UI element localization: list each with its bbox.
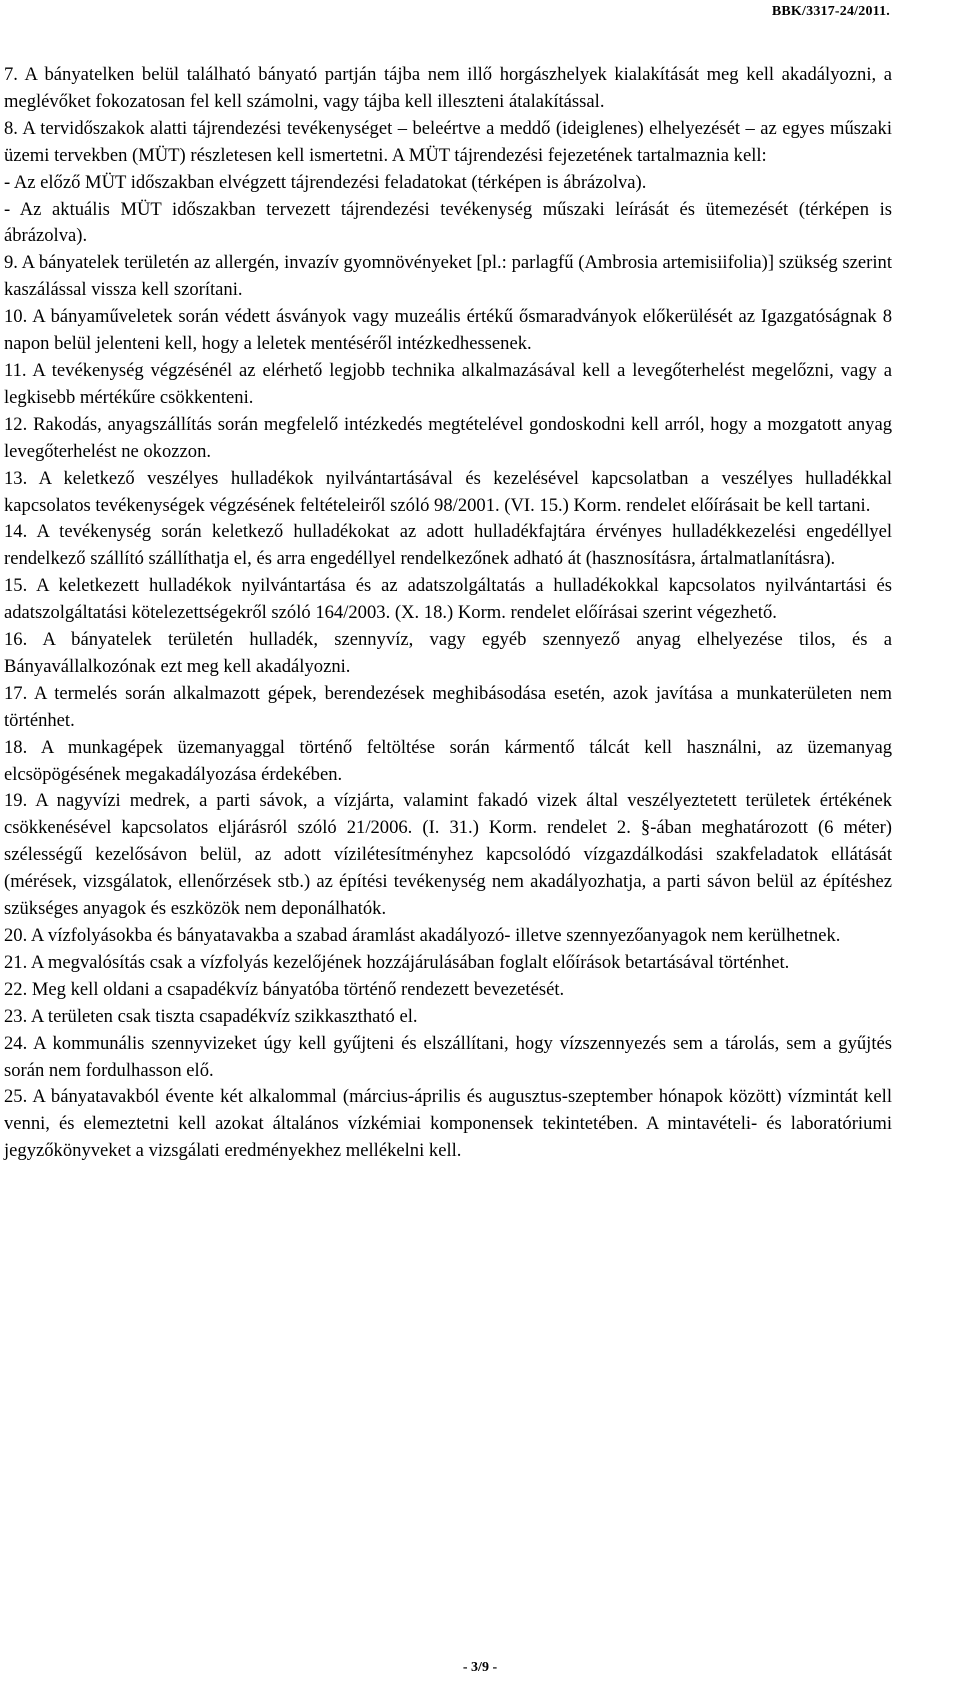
paragraph-22: 22. Meg kell oldani a csapadékvíz bányatóba történő rendezett bevezetését. (4, 978, 565, 1000)
paragraph-8-item-previous: - Az előző MÜT időszakban elvégzett tájrendezési feladatokat (térképen is ábrázolva). (4, 171, 647, 193)
paragraph-9: 9. A bányatelek területén az allergén, invazív gyomnövényeket [pl.: parlagfű (Ambrosia artemisiifolia)] szükség szerint kaszálással vissza kell szorítani. (4, 252, 892, 301)
paragraph-8-item-current: - Az aktuális MÜT időszakban tervezett tájrendezési tevékenység műszaki leírását és ütemezését (térképen is ábrázolva). (4, 198, 892, 247)
document-body (4, 62, 892, 1165)
page-number-footer: - 3/9 - (462, 1660, 498, 1675)
paragraph-8: 8. A tervidőszakok alatti tájrendezési tevékenységet – beleértve a meddő (ideiglenes) elhelyezését – az egyes műszaki üzemi tervekben (MÜT) részletesen kell ismertetni. A MÜT tájrendezési fejezetének tartalmaznia kell: (4, 117, 892, 166)
paragraph-25: 25. A bányatavakból évente két alkalommal (március-április és augusztus-szeptember hónapok között) vízmintát kell venni, és elemeztetni kell azokat általános vízkémiai komponensek tekintetében. A mintavételi- és laboratóriumi jegyzőkönyveket a vizsgálati eredményekhez mellékelni kell. (4, 1086, 892, 1162)
paragraph-14: 14. A tevékenység során keletkező hulladékokat az adott hulladékfajtára érvényes hulladékkezelési engedéllyel rendelkező szállító szállíthatja el, és arra engedéllyel rendelkezőnek adható át (hasznosításra, ártalmatlanításra). (4, 521, 892, 570)
paragraph-13: 13. A keletkező veszélyes hulladékok nyilvántartásával és kezelésével kapcsolatban a veszélyes hulladékkal kapcsolatos tevékenységek végzésének feltételeiről szóló 98/2001. (VI. 15.) Korm. rendelet előírásait be kell tartani. (4, 467, 892, 516)
paragraph-18: 18. A munkagépek üzemanyaggal történő feltöltése során kármentő tálcát kell használni, az üzemanyag elcsöpögésének megakadályozása érdekében. (4, 736, 892, 785)
paragraph-15: 15. A keletkezett hulladékok nyilvántartása és az adatszolgáltatás a hulladékokkal kapcsolatos nyilvántartási és adatszolgáltatási kötelezettségekről szóló 164/2003. (X. 18.) Korm. rendelet előírásai szerint végezhető. (4, 575, 892, 624)
paragraph-12: 12. Rakodás, anyagszállítás során megfelelő intézkedés megtételével gondoskodni kell arról, hogy a mozgatott anyag levegőterhelést ne okozzon. (4, 413, 892, 462)
paragraph-7: 7. A bányatelken belül található bányató partján tájba nem illő horgászhelyek kialakítását meg kell akadályozni, a meglévőket fokozatosan fel kell számolni, vagy tájba kell illeszteni átalakítással. (4, 64, 892, 112)
paragraph-23: 23. A területen csak tiszta csapadékvíz szikkasztható el. (4, 1005, 418, 1027)
paragraph-17: 17. A termelés során alkalmazott gépek, berendezések meghibásodása esetén, azok javítása a munkaterületen nem történhet. (4, 682, 892, 731)
paragraph-10: 10. A bányaműveletek során védett ásványok vagy muzeális értékű ősmaradványok előkerülését az Igazgatóságnak 8 napon belül jelenteni kell, hogy a leletek mentéséről intézkedhessenek. (4, 306, 892, 355)
paragraph-20: 20. A vízfolyásokba és bányatavakba a szabad áramlást akadályozó- illetve szennyezőanyagok nem kerülhetnek. (4, 925, 841, 946)
paragraph-21: 21. A megvalósítás csak a vízfolyás kezelőjének hozzájárulásában foglalt előírások betartásával történhet. (4, 951, 790, 973)
paragraph-19: 19. A nagyvízi medrek, a parti sávok, a vízjárta, valamint fakadó vizek által veszélyeztetett területek értékének csökkenésével kapcsolatos eljárásról szóló 21/2006. (I. 31.) Korm. rendelet 2. §-ában meghatározott (6 méter) szélességű kezelősávon belül, az adott vízilétesítményhez kapcsolódó vízgazdálkodási szakfeladatok ellátását (mérések, vizsgálatok, ellenőrzések stb.) az építési tevékenység nem akadályozhatja, a parti sávon belül az építéshez szükséges anyagok és eszközök nem deponálhatók. (4, 790, 892, 920)
paragraph-11: 11. A tevékenység végzésénél az elérhető legjobb technika alkalmazásával kell a levegőterhelést megelőzni, vagy a legkisebb mértékűre csökkenteni. (4, 359, 892, 408)
paragraph-24: 24. A kommunális szennyvizeket úgy kell gyűjteni és elszállítani, hogy vízszennyezés sem a tárolás, sem a gyűjtés során nem fordulhasson elő. (4, 1032, 892, 1081)
document-id-header: BBK/3317-24/2011. (771, 4, 890, 19)
paragraph-16: 16. A bányatelek területén hulladék, szennyvíz, vagy egyéb szennyező anyag elhelyezése tilos, és a Bányavállalkozónak ezt meg kell akadályozni. (4, 629, 892, 677)
